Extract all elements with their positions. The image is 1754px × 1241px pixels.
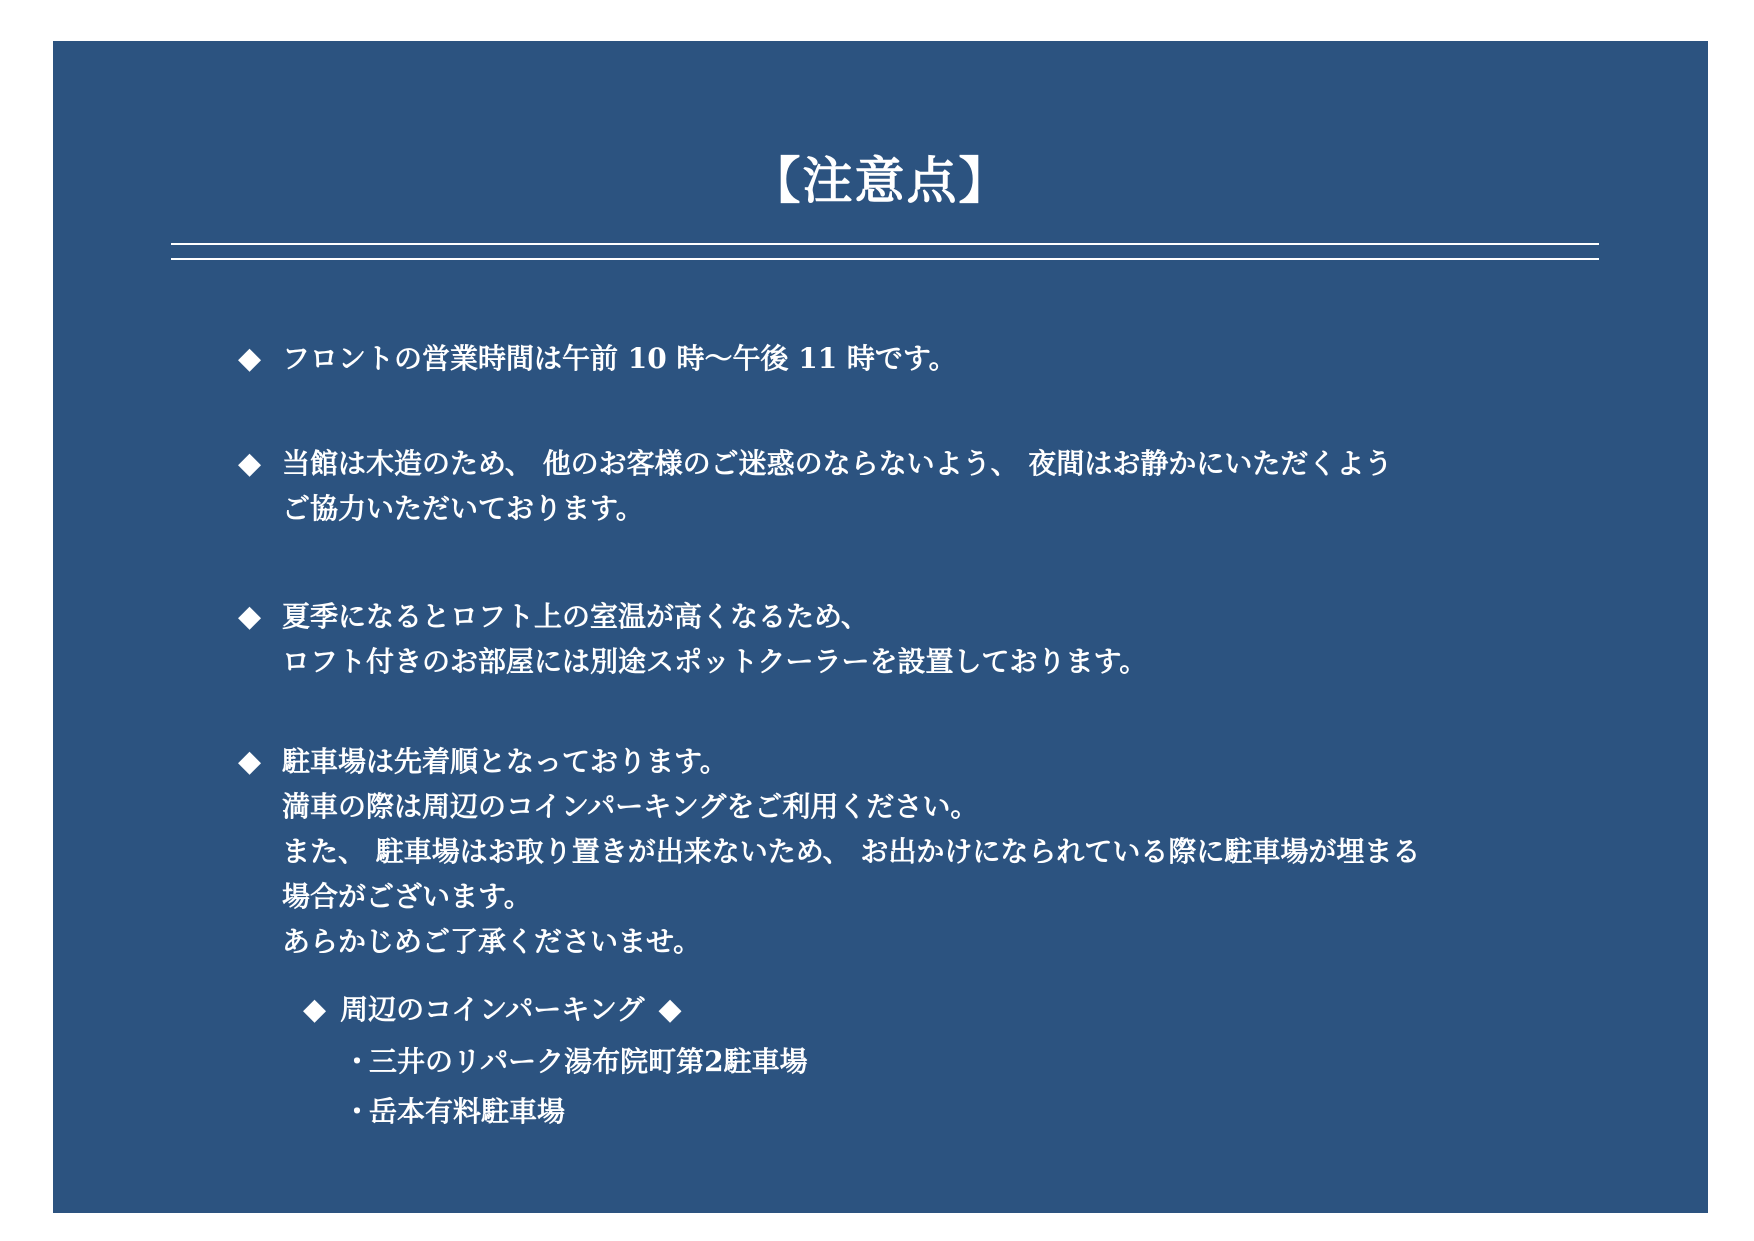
note-line: ご協力いただいております。: [282, 492, 644, 525]
diamond-bullet-icon: ◆: [238, 599, 262, 634]
notice-panel: [53, 41, 1708, 1213]
dot-bullet-icon: ・: [343, 1095, 372, 1128]
parking-subheading-text: 周辺のコインパーキング: [340, 993, 645, 1026]
diamond-bullet-icon: ◆: [303, 992, 327, 1027]
note-line: 満車の際は周辺のコインパーキングをご利用ください。: [282, 790, 979, 823]
dot-bullet-icon: ・: [343, 1045, 372, 1078]
note-line: 当館は木造のため、 他のお客様のご迷惑のならないよう、 夜間はお静かにいただくよう: [282, 447, 1393, 480]
note-line: ロフト付きのお部屋には別途スポットクーラーを設置しております。: [282, 645, 1148, 678]
parking-name: 三井のリパーク湯布院町第2駐車場: [369, 1045, 808, 1078]
note-quiet-hours: [238, 441, 1618, 531]
list-item: [343, 1087, 808, 1137]
note-line: あらかじめご了承くださいませ。: [282, 925, 702, 958]
note-line: また、 駐車場はお取り置きが出来ないため、 お出かけになられている際に駐車場が埋まる: [282, 835, 1421, 868]
diamond-bullet-icon: ◆: [238, 341, 262, 376]
note-front-hours: [238, 336, 1618, 381]
note-line: フロントの営業時間は午前 10 時～午後 11 時です。: [282, 342, 957, 375]
parking-list: [343, 1037, 808, 1137]
parking-subheading: [303, 987, 682, 1032]
title-divider-bottom: [171, 258, 1599, 260]
note-line: 夏季になるとロフト上の室温が高くなるため、: [282, 600, 869, 633]
note-line: 駐車場は先着順となっております。: [282, 745, 728, 778]
note-loft-cooler: [238, 594, 1618, 684]
title-divider-top: [171, 243, 1599, 245]
note-parking: [238, 739, 1618, 964]
page-title: 【注意点】: [750, 151, 1011, 210]
note-line: 場合がございます。: [282, 880, 532, 913]
list-item: [343, 1037, 808, 1087]
diamond-bullet-icon: ◆: [658, 992, 682, 1027]
diamond-bullet-icon: ◆: [238, 446, 262, 481]
parking-name: 岳本有料駐車場: [369, 1095, 566, 1128]
diamond-bullet-icon: ◆: [238, 744, 262, 779]
